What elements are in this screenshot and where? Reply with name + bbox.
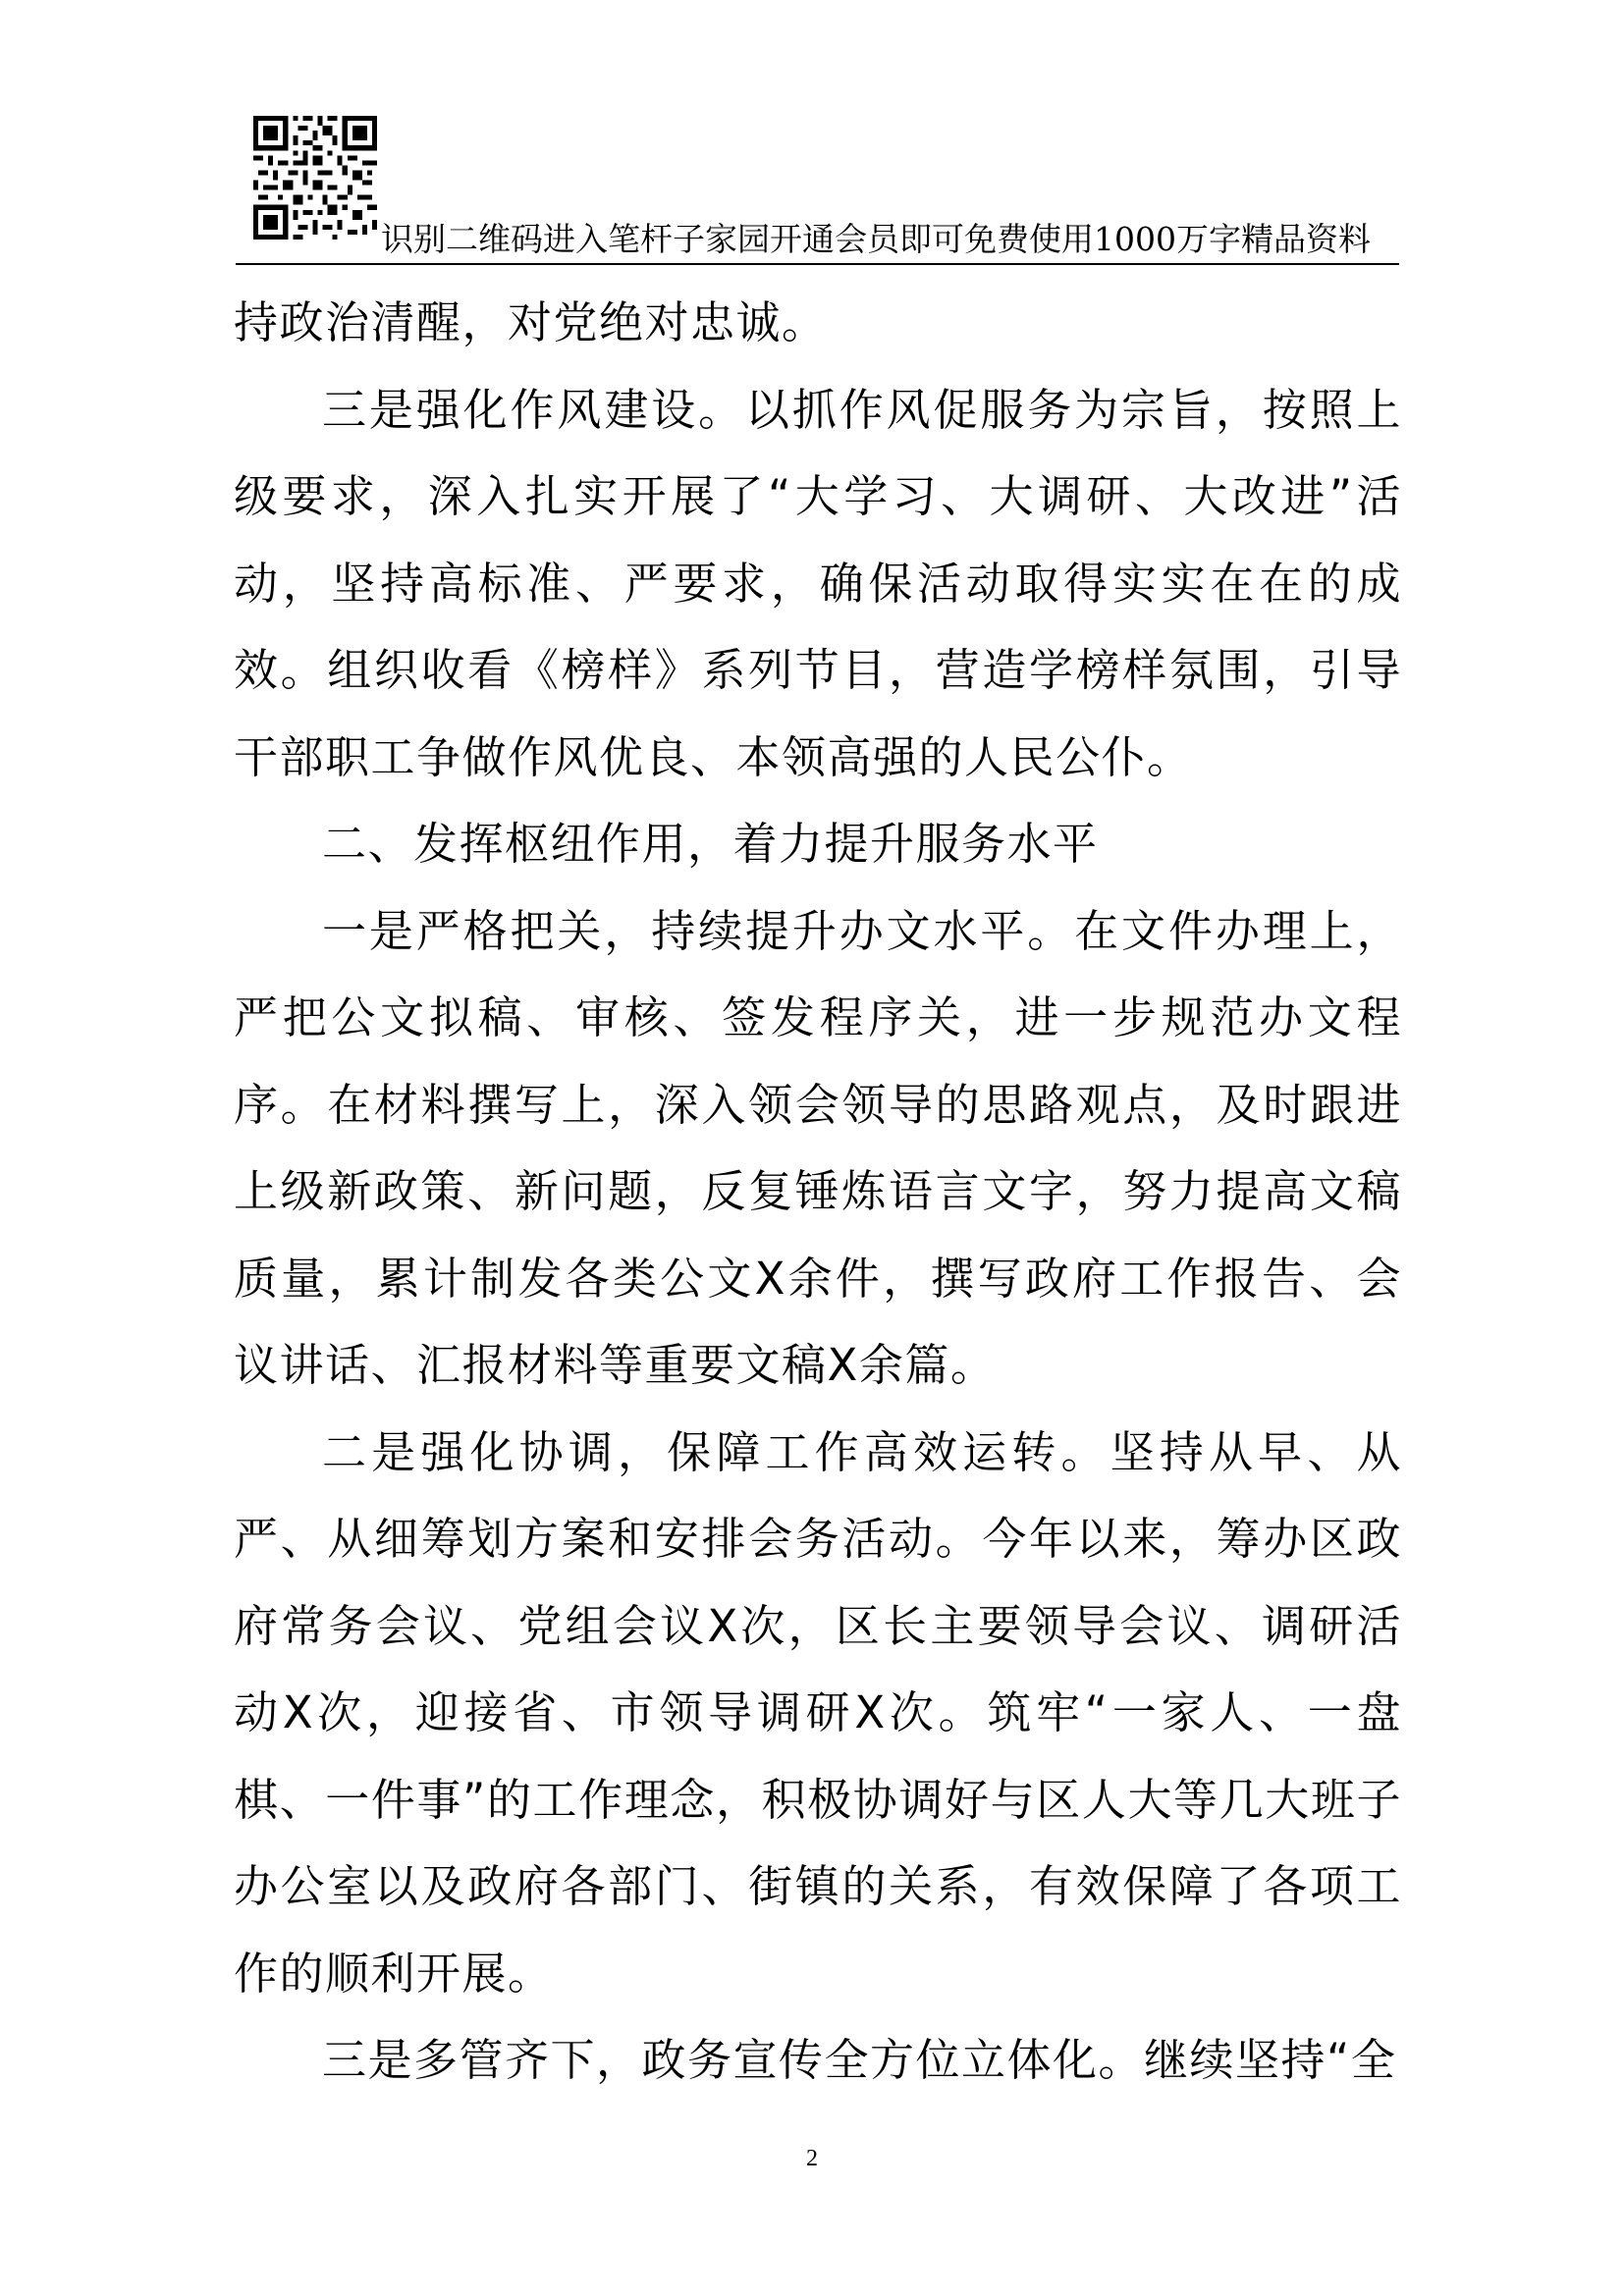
paragraph: 三是多管齐下，政务宣传全方位立体化。继续坚持“全 xyxy=(322,2034,1397,2086)
header-divider xyxy=(236,263,1399,265)
paragraph: 三是强化作风建设。以抓作风促服务为宗旨，按照上级要求，深入扎实开展了“大学习、大调研、大改进”活动，坚持高标准、严要求，确保活动取得实实在在的成效。组织收看《榜样》系列节目，营造学榜样氛围，引导干部职工争做作风优良、本领高强的人民公仆。 xyxy=(234,383,1402,783)
page-header xyxy=(236,116,1399,266)
paragraph: 二是强化协调，保障工作高效运转。坚持从早、从严、从细筹划方案和安排会务活动。今年以来，筹办区政府常务会议、党组会议X次，区长主要领导会议、调研活动X次，迎接省、市领导调研X次。筑牢“一家人、一盘棋、一件事”的工作理念，积极协调好与区人大等几大班子办公室以及政府各部门、街镇的关系，有效保障了各项工作的顺利开展。 xyxy=(234,1425,1402,2000)
page-number: 2 xyxy=(806,2146,818,2171)
paragraph: 一是严格把关，持续提升办文水平。在文件办理上，严把公文拟稿、审核、签发程序关，进一步规范办文程序。在材料撰写上，深入领会领导的思路观点，及时跟进上级新政策、新问题，反复锤炼语言文字，努力提高文稿质量，累计制发各类公文X余件，撰写政府工作报告、会议讲话、汇报材料等重要文稿X余篇。 xyxy=(234,904,1402,1391)
paragraph-continuation: 持政治清醒，对党绝对忠诚。 xyxy=(234,296,828,348)
header-notice: 识别二维码进入笔杆子家园开通会员即可免费使用1000万字精品资料 xyxy=(381,220,1371,258)
qr-code-icon xyxy=(253,116,377,240)
document-body xyxy=(234,280,1402,2105)
section-heading: 二、发挥枢纽作用，着力提升服务水平 xyxy=(322,818,1099,870)
